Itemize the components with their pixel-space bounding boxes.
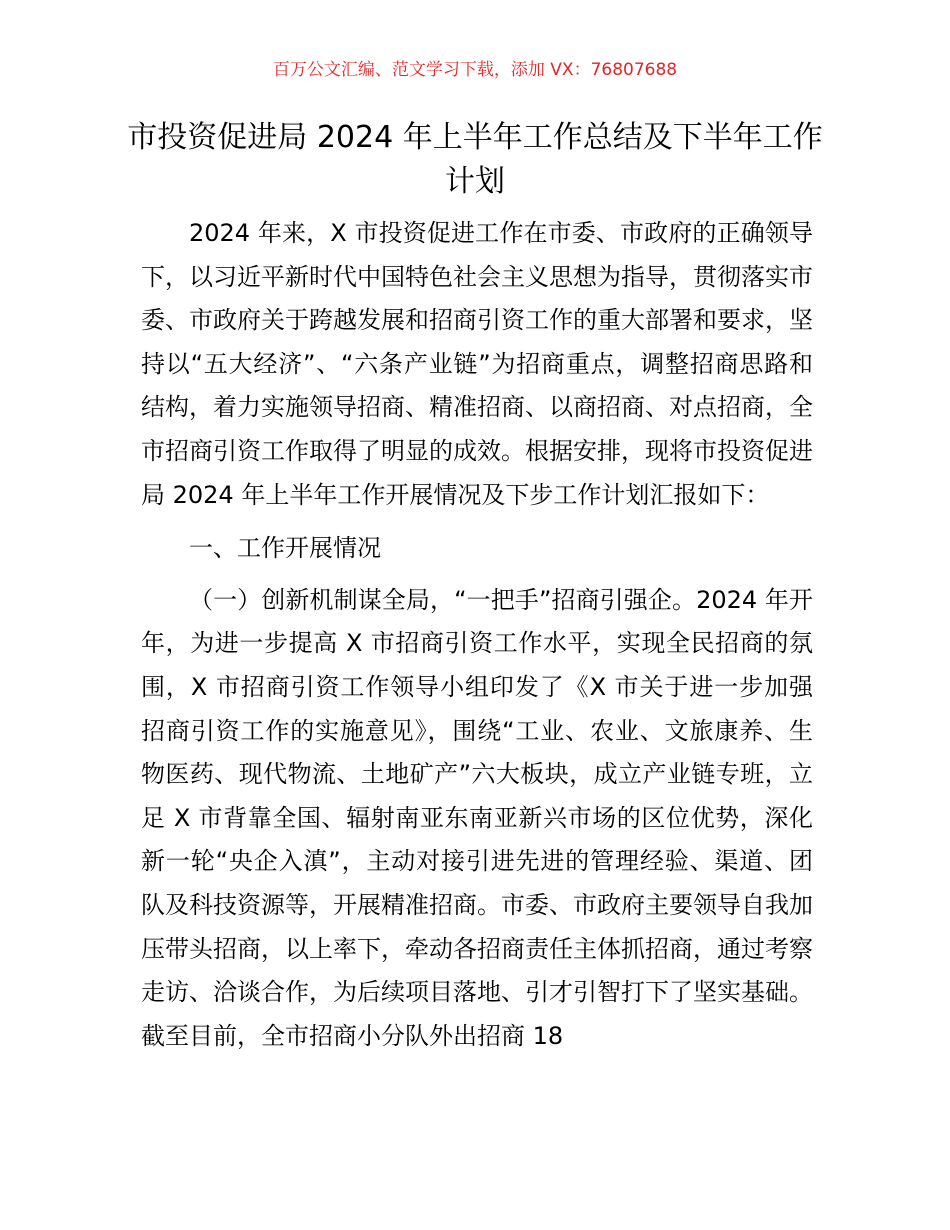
section-paragraph: （一）创新机制谋全局，“一把手”招商引强企。2024 年开年，为进一步提高 X 市招商引资工作水平，实现全民招商的氛围，X 市招商引资工作领导小组印发了《X 市关于进一步加强招商引资工作的实施意见》，围绕“工业、农业、文旅康养、生物医药、现代物流、土地矿产”六大板块，成立产业链专班，立足 X 市背靠全国、辐射南亚东南亚新兴市场的区位优势，深化新一轮“央企入滇”，主动对接引进先进的管理经验、渠道、团队及科技资源等，开展精准招商。市委、市政府主要领导自我加压带头招商，以上率下，牵动各招商责任主体抓招商，通过考察走访、洽谈合作，为后续项目落地、引才引智打下了坚实基础。截至目前，全市招商小分队外出招商 18 [141, 585, 813, 1050]
section-heading: 一、工作开展情况 [189, 534, 381, 563]
watermark-banner: 百万公文汇编、范文学习下载，添加 VX：76807688 [272, 60, 678, 80]
document-body [141, 212, 813, 1058]
document-title: 市投资促进局 2024 年上半年工作总结及下半年工作计划 [127, 120, 823, 199]
intro-paragraph: 2024 年来，X 市投资促进工作在市委、市政府的正确领导下，以习近平新时代中国特色社会主义思想为指导，贯彻落实市委、市政府关于跨越发展和招商引资工作的重大部署和要求，坚持以“五大经济”、“六条产业链”为招商重点，调整招商思路和结构，着力实施领导招商、精准招商、以商招商、对点招商，全市招商引资工作取得了明显的成效。根据安排，现将市投资促进局 2024 年上半年工作开展情况及下步工作计划汇报如下： [141, 219, 813, 509]
